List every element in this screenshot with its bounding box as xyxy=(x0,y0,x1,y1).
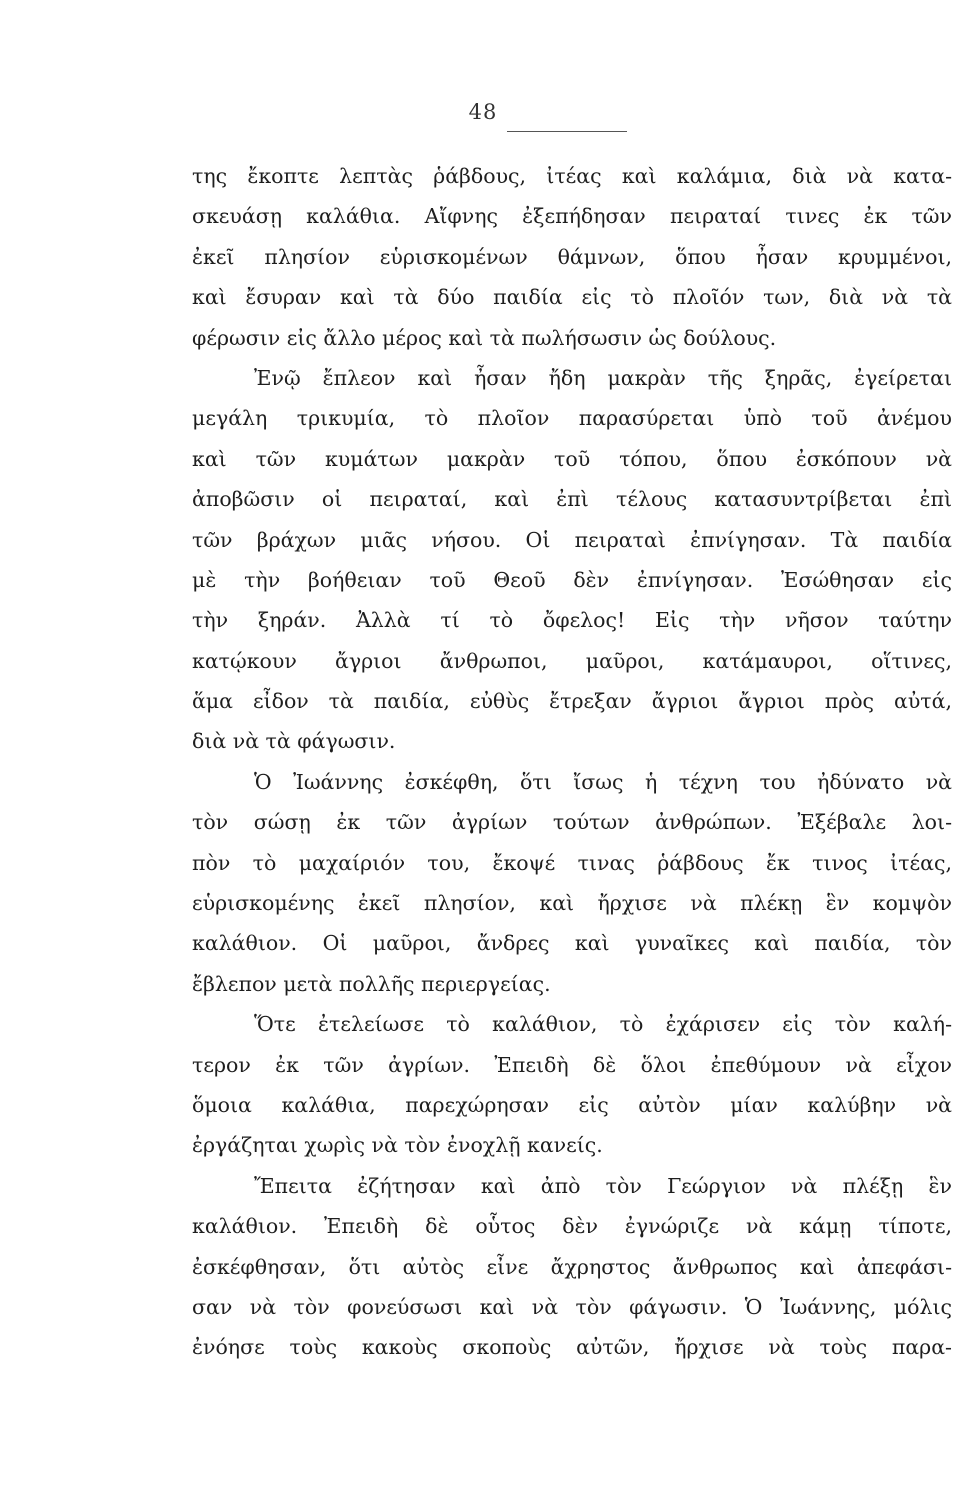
text-line: της ἔκοπτε λεπτὰς ῥάβδους, ἰτέας καὶ καλάμια, διὰ νὰ κατα- xyxy=(192,164,952,188)
text-line: εὑρισκομένης ἐκεῖ πλησίον, καὶ ἤρχισε νὰ πλέκῃ ἓν κομψὸν xyxy=(192,891,952,916)
text-line: Ἐνῷ ἔπλεον καὶ ἦσαν ἤδη μακρὰν τῆς ξηρᾶς, ἐγείρεται xyxy=(254,365,952,390)
text-line: μὲ τὴν βοήθειαν τοῦ Θεοῦ δὲν ἐπνίγησαν. Ἐσώθησαν εἰς xyxy=(192,567,952,592)
text-line: σαν νὰ τὸν φονεύσωσι καὶ νὰ τὸν φάγωσιν. Ὁ Ἰωάννης, μόλις xyxy=(192,1294,952,1319)
text-line: ἀποβῶσιν οἱ πειραταί, καὶ ἐπὶ τέλους κατασυντρίβεται ἐπὶ xyxy=(192,487,952,512)
text-line: μεγάλη τρικυμία, τὸ πλοῖον παρασύρεται ὑπὸ τοῦ ἀνέμου xyxy=(192,406,952,431)
text-line: φέρωσιν εἰς ἄλλο μέρος καὶ τὰ πωλήσωσιν ὡς δούλους. xyxy=(192,325,777,350)
text-line: τὸν σώσῃ ἐκ τῶν ἀγρίων τούτων ἀνθρώπων. Ἐξέβαλε λοι- xyxy=(192,810,952,835)
text-line: Ἔπειτα ἐζήτησαν καὶ ἀπὸ τὸν Γεώργιον νὰ πλέξῃ ἓν xyxy=(254,1173,952,1198)
text-line: διὰ νὰ τὰ φάγωσιν. xyxy=(192,729,396,754)
text-line: ἐργάζηται χωρὶς νὰ τὸν ἐνοχλῇ κανείς. xyxy=(192,1133,603,1158)
text-line: ἔβλεπον μετὰ πολλῆς περιεργείας. xyxy=(192,971,551,996)
text-line: σκευάσῃ καλάθια. Αἴφνης ἐξεπήδησαν πειραταί τινες ἐκ τῶν xyxy=(192,204,952,229)
text-line: πὸν τὸ μαχαίριόν του, ἔκοψέ τινας ῥάβδους ἔκ τινος ἰτέας, xyxy=(192,850,952,875)
body-text xyxy=(192,156,952,1368)
text-line: τὴν ξηράν. Ἀλλὰ τί τὸ ὄφελος! Εἰς τὴν νῆσον ταύτην xyxy=(192,608,952,633)
header-rule xyxy=(507,131,627,132)
text-line: Ὅτε ἐτελείωσε τὸ καλάθιον, τὸ ἐχάρισεν εἰς τὸν καλή- xyxy=(254,1012,952,1037)
text-line: κατῴκουν ἄγριοι ἄνθρωποι, μαῦροι, κατάμαυροι, οἵτινες, xyxy=(192,648,952,673)
text-line: καὶ ἔσυραν καὶ τὰ δύο παιδία εἰς τὸ πλοῖόν των, διὰ νὰ τὰ xyxy=(192,285,952,310)
text-line: καὶ τῶν κυμάτων μακρὰν τοῦ τόπου, ὅπου ἐσκόπουν νὰ xyxy=(192,446,952,471)
text-line: τῶν βράχων μιᾶς νήσου. Οἱ πειραταὶ ἐπνίγησαν. Τὰ παιδία xyxy=(192,527,952,552)
text-line: ὅμοια καλάθια, παρεχώρησαν εἰς αὐτὸν μίαν καλύβην νὰ xyxy=(192,1092,952,1117)
text-line: καλάθιον. Ἐπειδὴ δὲ οὗτος δὲν ἐγνώριζε νὰ κάμῃ τίποτε, xyxy=(192,1214,952,1239)
text-line: ἐσκέφθησαν, ὅτι αὐτὸς εἶνε ἄχρηστος ἄνθρωπος καὶ ἀπεφάσι- xyxy=(192,1254,952,1279)
text-line: καλάθιον. Οἱ μαῦροι, ἄνδρες καὶ γυναῖκες καὶ παιδία, τὸν xyxy=(192,931,952,956)
text-line: ἐνόησε τοὺς κακοὺς σκοποὺς αὐτῶν, ἤρχισε νὰ τοὺς παρα- xyxy=(192,1335,952,1360)
page-number: 48 xyxy=(468,100,498,124)
text-line: Ὁ Ἰωάννης ἐσκέφθη, ὅτι ἴσως ἡ τέχνη του ἠδύνατο νὰ xyxy=(254,769,952,794)
text-line: ἅμα εἶδον τὰ παιδία, εὐθὺς ἔτρεξαν ἄγριοι ἄγριοι πρὸς αὐτά, xyxy=(192,689,952,714)
text-line: ἐκεῖ πλησίον εὑρισκομένων θάμνων, ὅπου ἦσαν κρυμμένοι, xyxy=(192,244,952,269)
text-line: τερον ἐκ τῶν ἀγρίων. Ἐπειδὴ δὲ ὅλοι ἐπεθύμουν νὰ εἶχον xyxy=(192,1052,952,1077)
